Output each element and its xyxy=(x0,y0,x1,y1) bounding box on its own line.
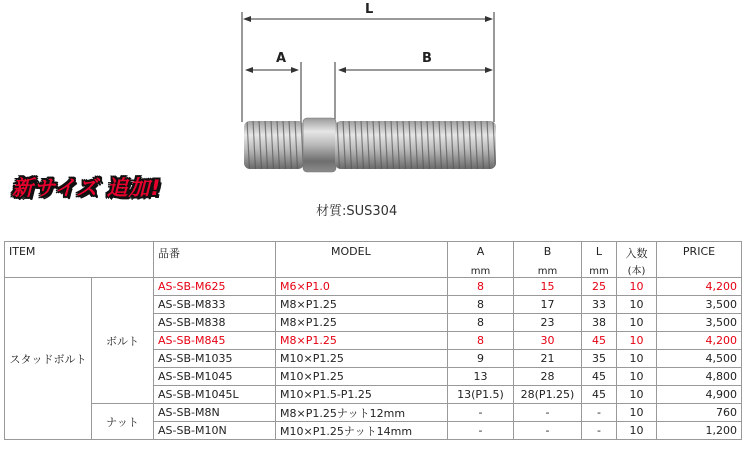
dim-l: 33 xyxy=(582,296,617,314)
arrow-head xyxy=(485,67,493,73)
dim-b: - xyxy=(514,422,582,440)
dim-l: - xyxy=(582,422,617,440)
dim-l: 35 xyxy=(582,350,617,368)
qty: 10 xyxy=(617,368,657,386)
dim-b: 17 xyxy=(514,296,582,314)
arrow-head xyxy=(485,16,493,22)
dim-a: 8 xyxy=(448,314,514,332)
dim-l: 25 xyxy=(582,278,617,296)
part-number: AS-SB-M8N xyxy=(154,404,276,422)
dim-b: - xyxy=(514,404,582,422)
unit-l: mm xyxy=(582,262,617,278)
dim-b: 30 xyxy=(514,332,582,350)
dim-b: 21 xyxy=(514,350,582,368)
model: M10×P1.5-P1.25 xyxy=(276,386,448,404)
part-number: AS-SB-M1045L xyxy=(154,386,276,404)
dim-a: 8 xyxy=(448,278,514,296)
col-part: 品番 xyxy=(154,242,276,278)
dim-a: 13(P1.5) xyxy=(448,386,514,404)
price: 4,200 xyxy=(657,332,742,350)
dim-l: 45 xyxy=(582,332,617,350)
dim-a: - xyxy=(448,422,514,440)
dim-a: 8 xyxy=(448,332,514,350)
qty: 10 xyxy=(617,386,657,404)
model: M8×P1.25 xyxy=(276,332,448,350)
price-table xyxy=(4,241,742,440)
label-A: A xyxy=(276,51,287,66)
material-label: 材質:SUS304 xyxy=(316,204,398,219)
table-row xyxy=(5,278,742,296)
qty: 10 xyxy=(617,350,657,368)
part-number: AS-SB-M845 xyxy=(154,332,276,350)
price: 1,200 xyxy=(657,422,742,440)
dim-l: - xyxy=(582,404,617,422)
dim-l: 45 xyxy=(582,368,617,386)
model: M8×P1.25 xyxy=(276,296,448,314)
price: 4,900 xyxy=(657,386,742,404)
price: 760 xyxy=(657,404,742,422)
col-l: L xyxy=(582,242,617,263)
part-number: AS-SB-M10N xyxy=(154,422,276,440)
subgroup-nut: ナット xyxy=(92,404,154,440)
qty: 10 xyxy=(617,332,657,350)
dim-a: 13 xyxy=(448,368,514,386)
part-number: AS-SB-M838 xyxy=(154,314,276,332)
model: M10×P1.25 xyxy=(276,350,448,368)
col-b: B xyxy=(514,242,582,263)
col-item: ITEM xyxy=(5,242,154,278)
dim-a: 9 xyxy=(448,350,514,368)
part-number: AS-SB-M833 xyxy=(154,296,276,314)
table-row xyxy=(5,404,742,422)
part-number: AS-SB-M1035 xyxy=(154,350,276,368)
dim-l: 45 xyxy=(582,386,617,404)
dim-b: 15 xyxy=(514,278,582,296)
price: 3,500 xyxy=(657,314,742,332)
dim-b: 23 xyxy=(514,314,582,332)
dim-b: 28 xyxy=(514,368,582,386)
bolt-collar xyxy=(303,118,336,172)
model: M8×P1.25ナット12mm xyxy=(276,404,448,422)
col-qty: 入数 xyxy=(617,242,657,263)
arrow-head xyxy=(245,67,253,73)
header-row xyxy=(5,242,742,263)
part-number: AS-SB-M625 xyxy=(154,278,276,296)
model: M10×P1.25ナット14mm xyxy=(276,422,448,440)
label-B: B xyxy=(422,51,432,66)
qty-unit: (本) xyxy=(617,262,657,278)
price: 4,500 xyxy=(657,350,742,368)
col-price: PRICE xyxy=(657,242,742,278)
bolt-thread-a xyxy=(244,121,304,169)
col-a: A xyxy=(448,242,514,263)
label-L: L xyxy=(365,2,374,17)
dim-a: - xyxy=(448,404,514,422)
arrow-head xyxy=(338,67,346,73)
col-model: MODEL xyxy=(276,242,448,278)
arrow-head xyxy=(291,67,299,73)
part-number: AS-SB-M1045 xyxy=(154,368,276,386)
dim-l: 38 xyxy=(582,314,617,332)
unit-b: mm xyxy=(514,262,582,278)
arrow-head xyxy=(243,16,251,22)
price: 4,800 xyxy=(657,368,742,386)
dim-b: 28(P1.25) xyxy=(514,386,582,404)
qty: 10 xyxy=(617,278,657,296)
model: M8×P1.25 xyxy=(276,314,448,332)
qty: 10 xyxy=(617,296,657,314)
bolt-thread-b xyxy=(335,121,496,169)
subgroup-bolt: ボルト xyxy=(92,278,154,404)
new-size-promo: 新サイズ 追加! xyxy=(12,176,162,200)
qty: 10 xyxy=(617,422,657,440)
price: 4,200 xyxy=(657,278,742,296)
unit-a: mm xyxy=(448,262,514,278)
dim-a: 8 xyxy=(448,296,514,314)
group-label: スタッドボルト xyxy=(5,278,92,440)
model: M10×P1.25 xyxy=(276,368,448,386)
qty: 10 xyxy=(617,404,657,422)
qty: 10 xyxy=(617,314,657,332)
model: M6×P1.0 xyxy=(276,278,448,296)
price: 3,500 xyxy=(657,296,742,314)
